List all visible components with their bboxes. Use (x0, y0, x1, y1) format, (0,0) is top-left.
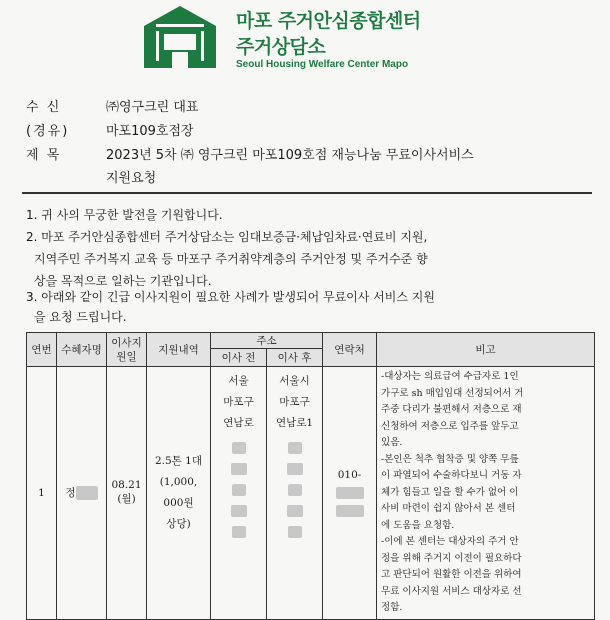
cell-address-before (211, 367, 267, 620)
remark-line: 있음. (381, 437, 403, 448)
address-line: 서울시 (279, 375, 310, 387)
redacted-contact (336, 505, 364, 517)
remark-line: -대상자는 의료급여 수급자로 1인 (381, 371, 519, 382)
paragraph-2-line-1: 2. 마포 주거안심종합센터 주거상담소는 임대보증금·체납임차료·연료비 지원, (26, 230, 428, 244)
org-name: 마포 주거안심종합센터 (236, 10, 421, 32)
header-contact: 연락처 (323, 333, 377, 367)
header-recipient: 수혜자명 (57, 333, 107, 367)
remark-line: 신청하여 저층으로 입주를 앞두고 (381, 420, 519, 432)
details-line: (1,000, (159, 475, 198, 488)
cell-move-date (107, 367, 147, 620)
remark-line: 정함. (381, 602, 403, 613)
cell-no: 1 (27, 367, 57, 620)
subject-value: 2023년 5차 ㈜ 영구크린 마포109호점 재능나눔 무료이사서비스 (106, 148, 474, 163)
address-line: 연남로 (223, 417, 254, 429)
header-address: 주소 (211, 333, 323, 349)
move-date: 08.21 (111, 479, 142, 492)
header-after: 이사 후 (267, 349, 323, 367)
remark-line: -본인은 척추 협착증 및 양쪽 무릎 (381, 453, 519, 465)
org-subname: 주거상담소 (236, 36, 326, 58)
remark-line: 체가 힘들고 일을 할 수가 없어 이 (381, 486, 519, 498)
via-value: 마포109호점장 (106, 124, 194, 139)
address-line: 마포구 (223, 396, 254, 408)
cell-details (147, 367, 211, 620)
cell-contact (323, 367, 377, 620)
address-line: 마포구 (279, 396, 310, 408)
header-before: 이사 전 (211, 349, 267, 367)
remark-line: 주중 다리가 불편해서 저층으로 재 (381, 404, 522, 415)
recipient-value: ㈜영구크린 대표 (106, 100, 199, 115)
remark-line: -이에 본 센터는 대상자의 주거 안 (381, 536, 519, 547)
remark-line: 이 파열되어 수술하다보니 거동 자 (381, 470, 522, 481)
move-day: (월) (117, 493, 136, 506)
house-logo-icon (142, 4, 218, 68)
contact-prefix: 010- (337, 468, 362, 481)
subject-label: 제 목 (26, 148, 62, 163)
header-move-date: 이사지원일 (107, 333, 147, 367)
paragraph-1: 1. 귀 사의 무궁한 발전을 기원합니다. (26, 208, 223, 222)
remark-line: 사비 마련이 쉽지 않아서 본 센터 (381, 503, 516, 514)
remark-line: 고 판단되어 원활한 이전을 위하여 (381, 569, 522, 580)
address-line: 서울 (228, 375, 249, 387)
cell-remarks (377, 367, 595, 620)
via-row (26, 120, 194, 139)
redacted-contact (336, 487, 364, 499)
remark-line: 가구로 sh 매입임대 선정되어서 거 (381, 387, 524, 399)
cell-recipient (57, 367, 107, 620)
address-line: 연남로1 (275, 417, 314, 429)
subject-row (26, 144, 474, 163)
remark-line: 에 도움을 요청함. (381, 519, 455, 531)
header-details: 지원내역 (147, 333, 211, 367)
org-english-name: Seoul Housing Welfare Center Mapo (236, 59, 409, 70)
paragraph-3-line-1: 3. 아래와 같이 긴급 이사지원이 필요한 사례가 발생되어 무료이사 서비스 지원 (26, 290, 435, 304)
remark-line: 정을 위해 주거지 이전이 필요하다 (381, 552, 522, 564)
cell-address-after (267, 367, 323, 620)
table-row (27, 367, 595, 620)
recipient-row (26, 96, 198, 115)
via-label: (경유) (26, 124, 70, 139)
paragraph-3-line-2: 을 요청 드립니다. (34, 310, 127, 324)
redacted-address (211, 438, 266, 543)
redacted-address (267, 438, 322, 543)
paragraph-2-line-3: 상을 목적으로 일하는 기관입니다. (34, 274, 212, 288)
header-remarks: 비고 (377, 333, 595, 367)
subject-value-line2: 지원요청 (106, 171, 157, 186)
details-line: 000원 (163, 496, 194, 509)
recipient-surname: 정 (65, 487, 76, 500)
details-line: 2.5톤 1대 (154, 454, 202, 467)
details-line: 상당) (166, 517, 191, 530)
paragraph-2-line-2: 지역주민 주거복지 교육 등 마포구 주거취약계층의 주거안정 및 주거수준 향 (34, 252, 428, 266)
divider (22, 192, 592, 194)
header-no: 연번 (27, 333, 57, 367)
remark-line: 무료 이사지원 서비스 대상자로 선 (381, 585, 522, 597)
recipient-label: 수 신 (26, 100, 62, 115)
redacted-name (76, 486, 98, 500)
support-request-table (26, 332, 595, 620)
